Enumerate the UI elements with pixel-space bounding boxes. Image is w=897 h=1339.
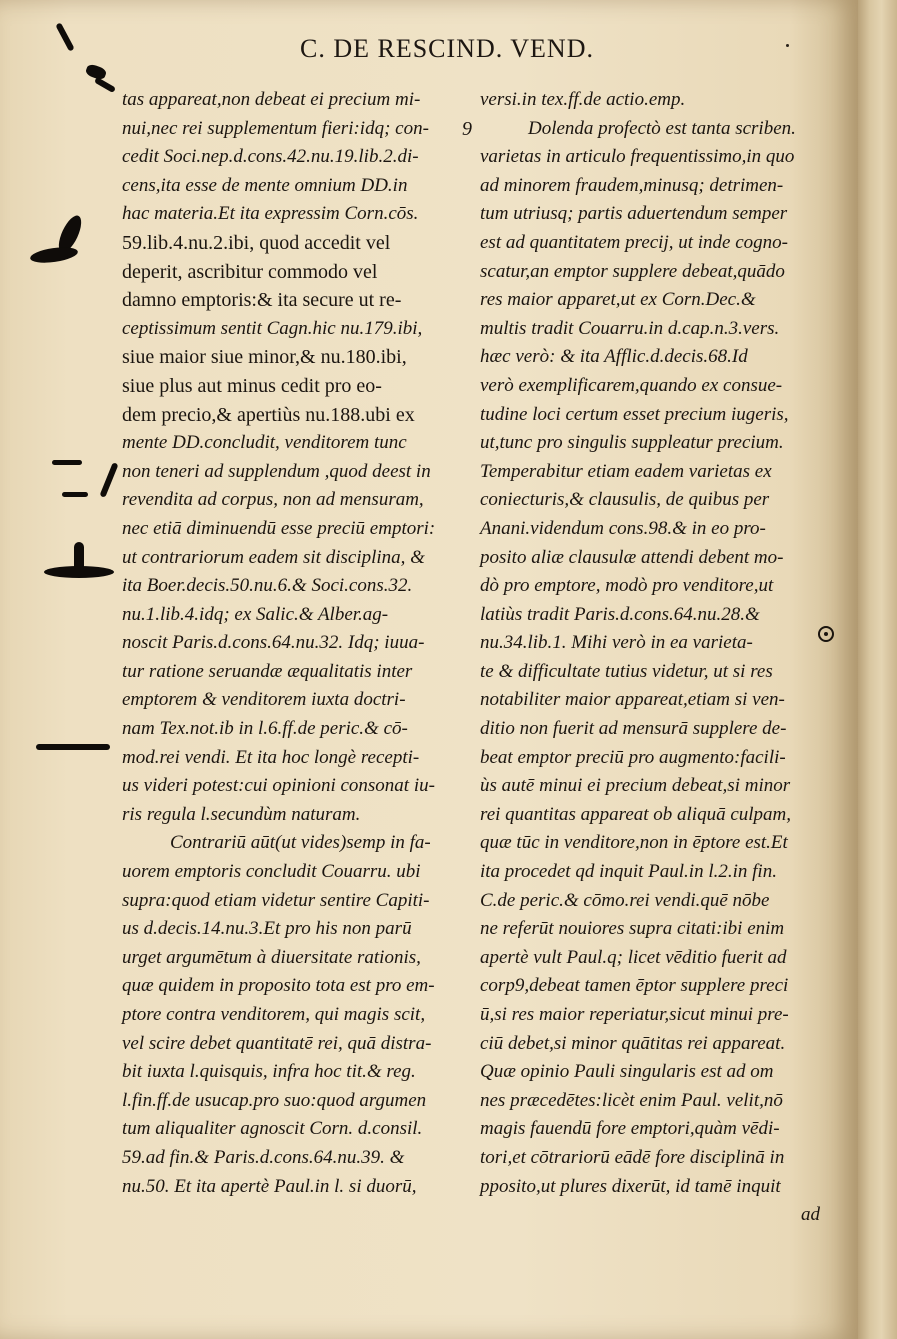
marginal-paragraph-number: 9: [462, 118, 472, 140]
text-line: Dolenda profectò est tanta scriben.: [528, 117, 796, 139]
text-line: ditio non fuerit ad mensurā supplere de-: [480, 718, 787, 740]
ink-mark: [29, 245, 78, 266]
right-text-column: [480, 86, 820, 1230]
text-line: coniecturis,& clausulis, de quibus per: [480, 489, 770, 511]
ink-mark: [44, 566, 114, 578]
text-line: ut,tunc pro singulis suppleatur precium.: [480, 432, 784, 454]
text-line: ita procedet qd inquit Paul.in l.2.in fin.: [480, 861, 777, 883]
text-line: mente DD.concludit, venditorem tunc: [122, 432, 407, 454]
left-text-column: [122, 86, 462, 1201]
text-line: ū,si res maior reperiatur,sicut minui pre-: [480, 1004, 789, 1025]
text-line: tur ratione seruandæ æqualitatis inter: [122, 660, 413, 682]
ink-mark: [36, 744, 110, 750]
text-line: multis tradit Couarru.in d.cap.n.3.vers.: [480, 317, 780, 339]
text-line: latiùs tradit Paris.d.cons.64.nu.28.&: [480, 603, 760, 625]
ink-mark: [52, 460, 82, 465]
text-line: ciū debet,si minor quātitas rei appareat.: [480, 1032, 786, 1054]
text-line: notabiliter maior appareat,etiam si ven-: [480, 689, 785, 711]
paper-speck: [786, 44, 789, 47]
text-line: Anani.videndum cons.98.& in eo pro-: [480, 517, 766, 539]
ink-mark: [94, 77, 116, 93]
text-line: ut contrariorum eadem sit disciplina, &: [122, 546, 425, 568]
text-line: nu.50. Et ita apertè Paul.in l. si duorū,: [122, 1175, 417, 1197]
text-line: C.de peric.& cōmo.rei vendi.quē nōbe: [480, 889, 770, 911]
text-line: ptore contra venditorem, qui magis scit,: [122, 1004, 426, 1025]
text-line: siue maior siue minor,& nu.180.ibi,: [122, 346, 407, 369]
text-line: l.fin.ff.de usucap.pro suo:quod argumen: [122, 1089, 427, 1111]
text-line: nui,nec rei supplementum fieri:idq; con-: [122, 117, 429, 139]
text-line: te & difficultate tutius videtur, ut si res: [480, 660, 773, 682]
text-line: cens,ita esse de mente omnium DD.in: [122, 174, 408, 196]
text-line: tum aliqualiter agnoscit Corn. d.consil.: [122, 1118, 423, 1140]
text-line: vel scire debet quantitatē rei, quā distra-: [122, 1032, 432, 1054]
text-line: ne referūt nouiores supra citati:ibi enim: [480, 918, 785, 940]
text-line: quæ quidem in proposito tota est pro em-: [122, 975, 435, 997]
text-line: tori,et cōtrariorū eādē fore disciplinā in: [480, 1146, 785, 1168]
text-line: uorem emptoris concludit Couarru. ubi: [122, 861, 421, 883]
text-line: versi.in tex.ff.de actio.emp.: [480, 89, 686, 110]
text-line: us videri potest:cui opinioni consonat iu-: [122, 775, 435, 797]
text-line: dò pro emptore, modò pro venditore,ut: [480, 575, 774, 597]
text-line: Temperabitur etiam eadem varietas ex: [480, 460, 772, 482]
catchword: ad: [801, 1204, 820, 1226]
ink-mark: [99, 462, 118, 498]
text-line: ita Boer.decis.50.nu.6.& Soci.cons.32.: [122, 575, 413, 597]
text-line: us d.decis.14.nu.3.Et pro his non parū: [122, 918, 412, 940]
text-line: nu.1.lib.4.idq; ex Salic.& Alber.ag-: [122, 603, 389, 625]
text-line: corp9,debeat tamen ēptor supplere preci: [480, 975, 789, 997]
ink-mark: [62, 492, 88, 497]
marginal-circle-mark: [818, 626, 834, 642]
text-line: ceptissimum sentit Cagn.hic nu.179.ibi,: [122, 317, 423, 339]
text-line: nec etiā diminuendū esse preciū emptori:: [122, 517, 436, 539]
text-line: supra:quod etiam videtur sentire Capiti-: [122, 889, 430, 911]
text-line: quæ tūc in venditore,non in ēptore est.Et: [480, 832, 788, 854]
text-line: hæc verò: & ita Afflic.d.decis.68.Id: [480, 346, 748, 368]
text-line: verò exemplificarem,quando ex consue-: [480, 374, 783, 396]
text-line: revendita ad corpus, non ad mensuram,: [122, 489, 424, 511]
text-line: beat emptor preciū pro augmento:facili-: [480, 746, 786, 768]
text-line: nu.34.lib.1. Mihi verò in ea varieta-: [480, 632, 753, 654]
text-line: scatur,an emptor supplere debeat,quādo: [480, 260, 785, 282]
text-line: tum utriusq; partis aduertendum semper: [480, 203, 788, 225]
text-line: siue plus aut minus cedit pro eo-: [122, 374, 382, 397]
text-line: ad minorem fraudem,minusq; detrimen-: [480, 174, 784, 196]
text-line: Contrariū aūt(ut vides)semp in fa-: [170, 832, 431, 854]
ink-mark: [55, 22, 74, 51]
text-line: apertè vult Paul.q; licet vēditio fuerit ad: [480, 946, 787, 968]
text-line: dem precio,& apertiùs nu.188.ubi ex: [122, 403, 415, 426]
text-line: Quæ opinio Pauli singularis est ad om: [480, 1061, 774, 1083]
text-line: magis fauendū fore emptori,quàm vēdi-: [480, 1118, 780, 1140]
text-line: deperit, ascribitur commodo vel: [122, 260, 378, 283]
text-line: non teneri ad supplendum ,quod deest in: [122, 460, 431, 482]
text-line: noscit Paris.d.cons.64.nu.32. Idq; iuua-: [122, 632, 425, 654]
text-line: nes præcedētes:licèt enim Paul. velit,nō: [480, 1089, 783, 1111]
text-line: est ad quantitatem precij, ut inde cogno-: [480, 231, 788, 253]
text-line: posito aliæ clausulæ attendi debent mo-: [480, 546, 784, 568]
text-line: hac materia.Et ita expressim Corn.cōs.: [122, 203, 419, 225]
text-line: pposito,ut plures dixerūt, id tamē inquit: [480, 1175, 781, 1197]
text-line: nam Tex.not.ib in l.6.ff.de peric.& cō-: [122, 718, 408, 740]
text-line: damno emptoris:& ita secure ut re-: [122, 289, 402, 312]
text-line: emptorem & venditorem iuxta doctri-: [122, 689, 406, 711]
text-line: 59.ad fin.& Paris.d.cons.64.nu.39. &: [122, 1146, 405, 1168]
text-line: varietas in articulo frequentissimo,in quo: [480, 146, 795, 168]
text-line: urget argumētum à diuersitate rationis,: [122, 946, 421, 968]
text-line: cedit Soci.nep.d.cons.42.nu.19.lib.2.di-: [122, 146, 419, 168]
text-line: bit iuxta l.quisquis, infra hoc tit.& reg.: [122, 1061, 416, 1083]
text-line: rei quantitas appareat ob aliquā culpam,: [480, 803, 792, 825]
adjacent-page-edge: [858, 0, 897, 1339]
text-line: tas appareat,non debeat ei precium mi-: [122, 89, 421, 110]
text-line: res maior apparet,ut ex Corn.Dec.&: [480, 289, 756, 311]
text-line: 59.lib.4.nu.2.ibi, quod accedit vel: [122, 231, 391, 254]
text-line: ùs autē minui ei precium debeat,si minor: [480, 775, 791, 797]
text-line: mod.rei vendi. Et ita hoc longè recepti-: [122, 746, 420, 768]
text-line: ris regula l.secundùm naturam.: [122, 803, 361, 825]
running-head: C. DE RESCIND. VEND.: [300, 34, 594, 63]
text-line: tudine loci certum esset precium iugeris,: [480, 403, 789, 425]
